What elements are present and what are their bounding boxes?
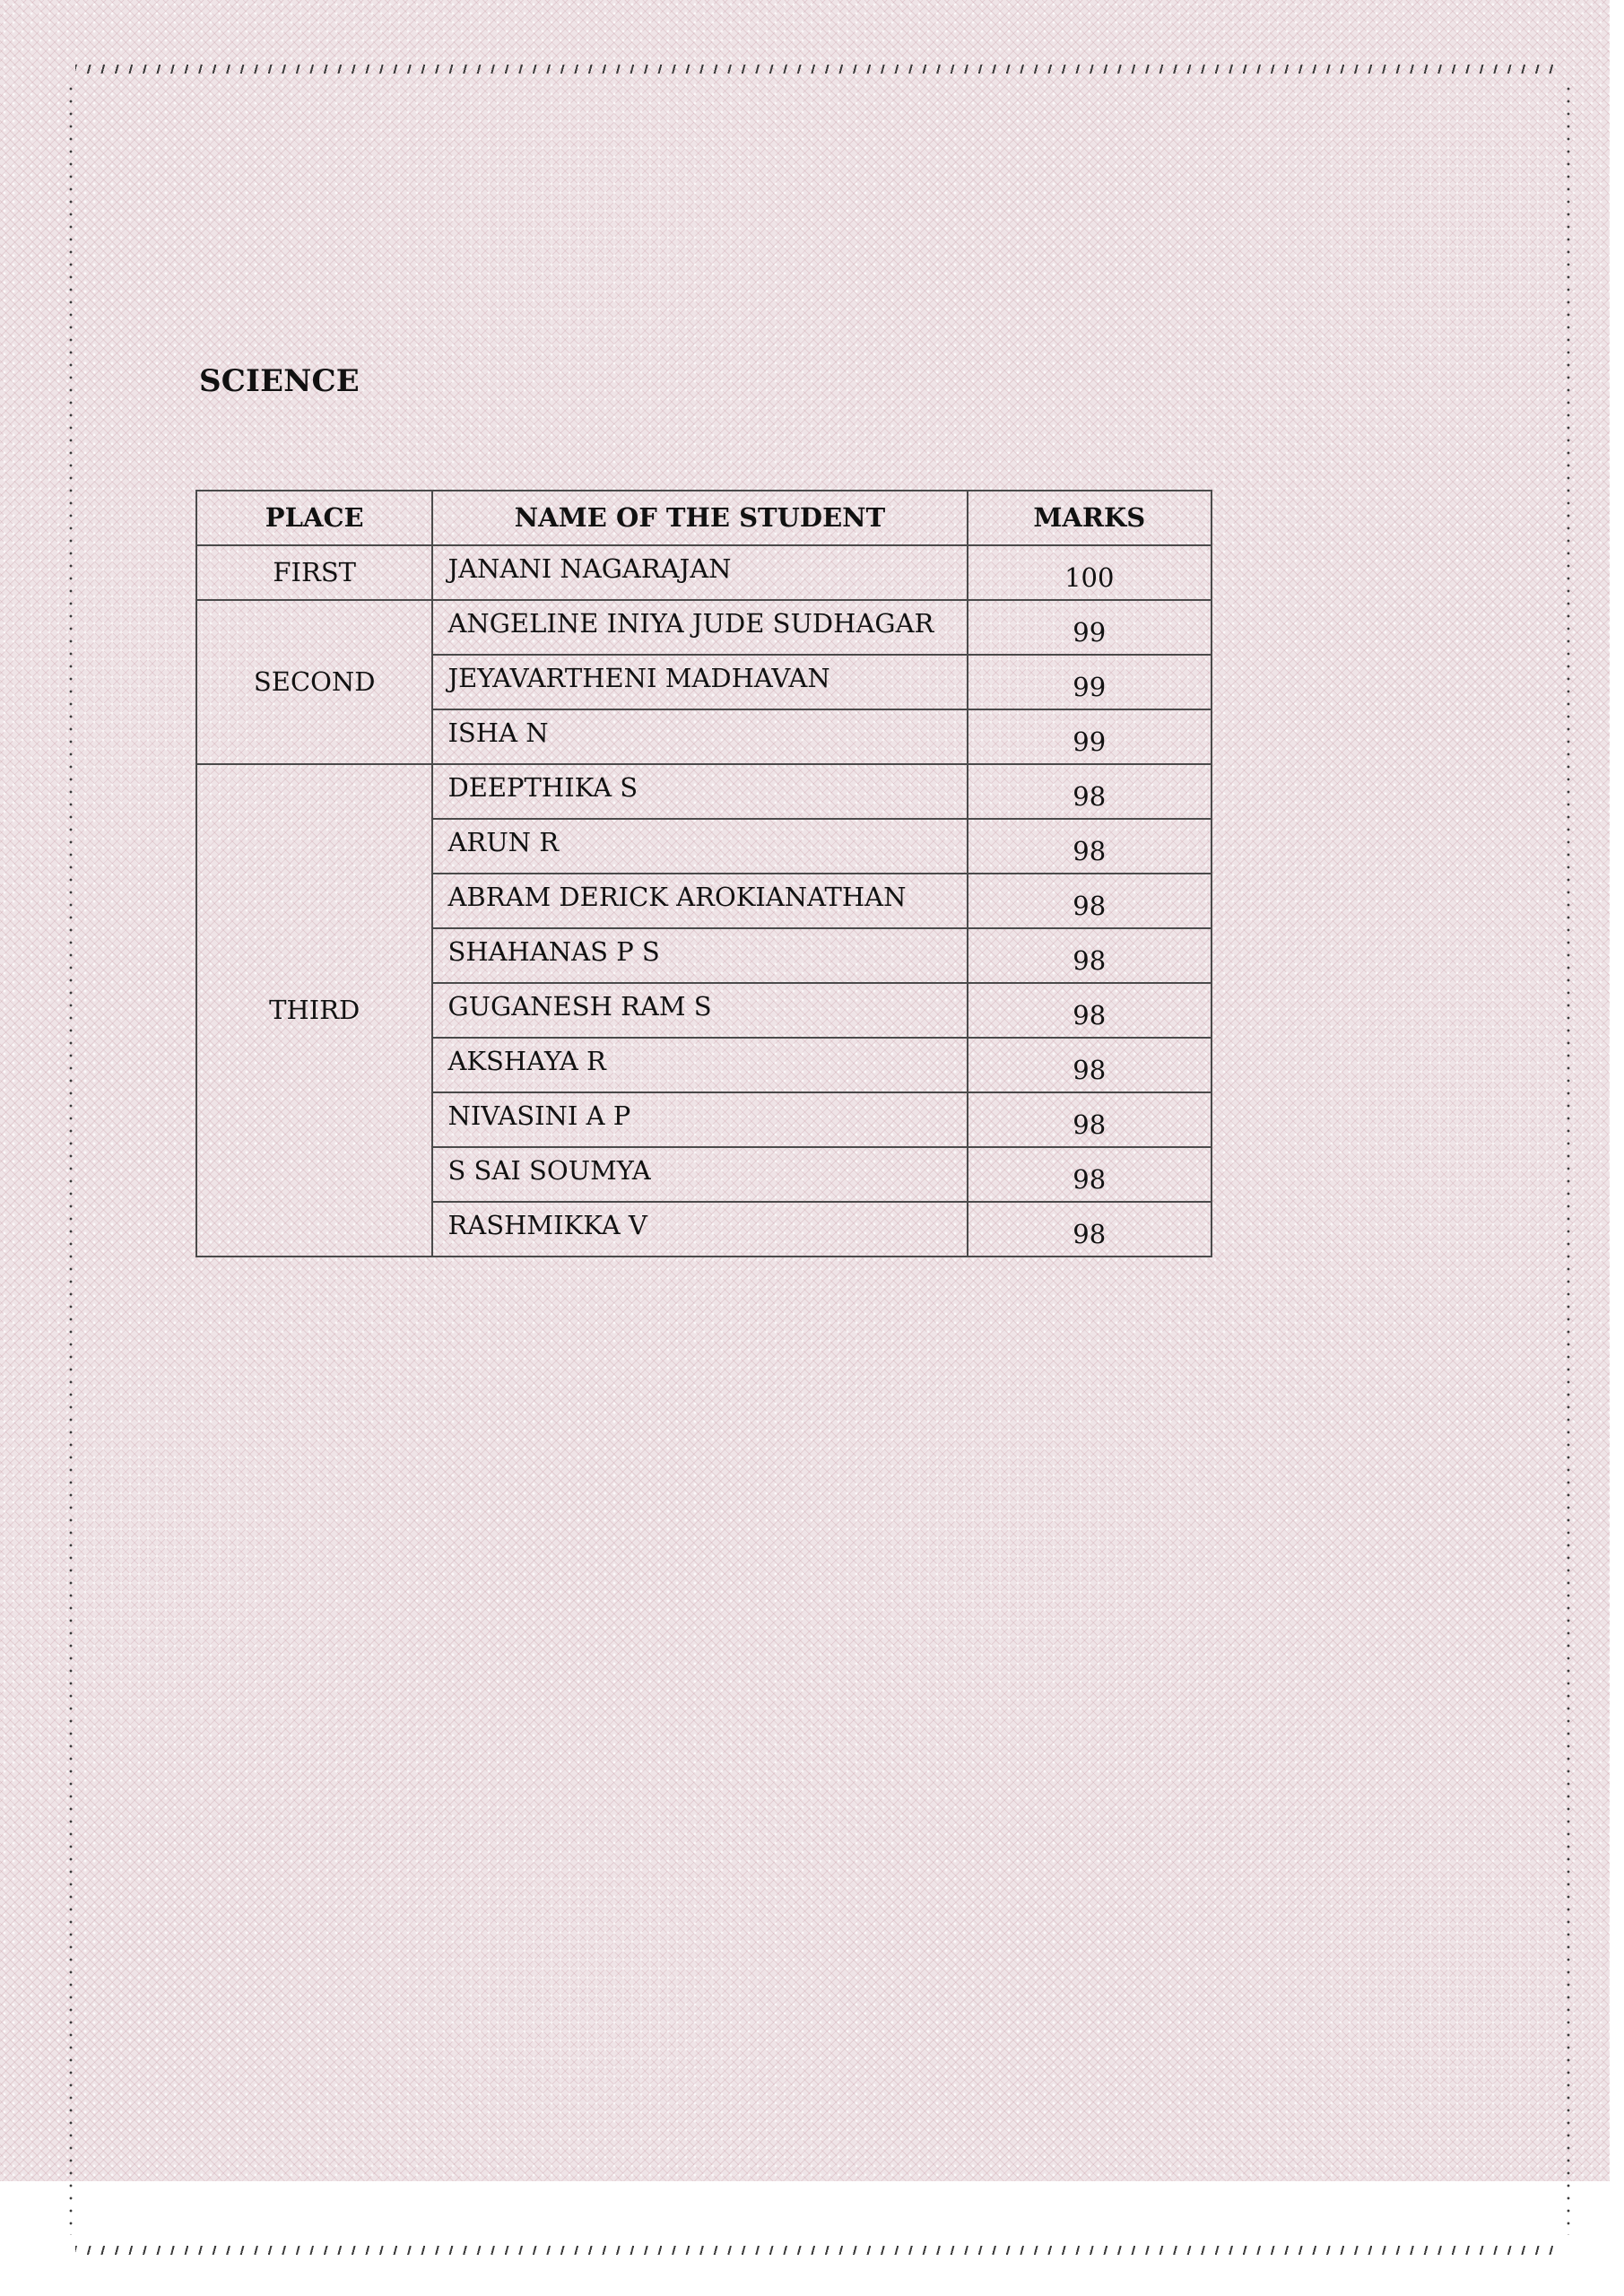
student-name-cell bbox=[432, 983, 967, 1038]
marks-cell bbox=[968, 1038, 1212, 1092]
student-name: RASHMIKKA V bbox=[447, 1210, 647, 1240]
student-name: DEEPTHIKA S bbox=[447, 772, 638, 803]
marks-value: 98 bbox=[1073, 1164, 1107, 1195]
results-table bbox=[195, 490, 1212, 1257]
student-name: SHAHANAS P S bbox=[447, 936, 660, 967]
marks-cell bbox=[968, 983, 1212, 1038]
header-marks: MARKS bbox=[968, 491, 1212, 545]
student-name-cell bbox=[432, 764, 967, 819]
marks-value: 99 bbox=[1073, 726, 1107, 757]
page-border-left bbox=[68, 83, 74, 2235]
marks-value: 98 bbox=[1073, 1055, 1107, 1085]
marks-value: 99 bbox=[1073, 617, 1107, 648]
place-cell: THIRD bbox=[196, 764, 432, 1257]
place-cell: SECOND bbox=[196, 600, 432, 764]
table-row bbox=[196, 764, 1211, 819]
header-place: PLACE bbox=[196, 491, 432, 545]
marks-value: 99 bbox=[1073, 672, 1107, 702]
marks-value: 98 bbox=[1073, 945, 1107, 976]
marks-cell bbox=[968, 1147, 1212, 1202]
student-name-cell bbox=[432, 655, 967, 709]
marks-cell bbox=[968, 709, 1212, 764]
marks-cell bbox=[968, 1092, 1212, 1147]
student-name: ABRAM DERICK AROKIANATHAN bbox=[447, 882, 907, 912]
page-border-top bbox=[75, 65, 1562, 74]
student-name: JANANI NAGARAJAN bbox=[447, 553, 732, 584]
student-name: ARUN R bbox=[447, 827, 560, 857]
student-name: ISHA N bbox=[447, 718, 549, 748]
results-body bbox=[196, 545, 1211, 1257]
place-cell: FIRST bbox=[196, 545, 432, 600]
page-border-bottom bbox=[75, 2246, 1562, 2255]
section-title: SCIENCE bbox=[199, 363, 360, 399]
marks-value: 100 bbox=[1064, 562, 1115, 593]
student-name-cell bbox=[432, 928, 967, 983]
marks-value: 98 bbox=[1073, 1000, 1107, 1031]
table-row bbox=[196, 545, 1211, 600]
marks-cell bbox=[968, 764, 1212, 819]
marks-value: 98 bbox=[1073, 891, 1107, 921]
student-name-cell bbox=[432, 1092, 967, 1147]
header-name: NAME OF THE STUDENT bbox=[432, 491, 967, 545]
student-name: NIVASINI A P bbox=[447, 1100, 631, 1131]
marks-cell bbox=[968, 600, 1212, 655]
page-border-right bbox=[1566, 83, 1571, 2235]
student-name-cell bbox=[432, 1038, 967, 1092]
student-name-cell bbox=[432, 819, 967, 874]
marks-cell bbox=[968, 819, 1212, 874]
student-name-cell bbox=[432, 874, 967, 928]
student-name-cell bbox=[432, 709, 967, 764]
marks-cell bbox=[968, 545, 1212, 600]
marks-value: 98 bbox=[1073, 1109, 1107, 1140]
student-name: S SAI SOUMYA bbox=[447, 1155, 651, 1186]
student-name: GUGANESH RAM S bbox=[447, 991, 712, 1022]
marks-value: 98 bbox=[1073, 1219, 1107, 1249]
marks-cell bbox=[968, 874, 1212, 928]
marks-cell bbox=[968, 1202, 1212, 1257]
marks-value: 98 bbox=[1073, 781, 1107, 812]
header-row bbox=[196, 491, 1211, 545]
student-name: AKSHAYA R bbox=[447, 1046, 606, 1076]
student-name-cell bbox=[432, 1202, 967, 1257]
student-name: ANGELINE INIYA JUDE SUDHAGAR bbox=[447, 608, 934, 639]
student-name-cell bbox=[432, 1147, 967, 1202]
marks-cell bbox=[968, 928, 1212, 983]
student-name: JEYAVARTHENI MADHAVAN bbox=[447, 663, 830, 693]
table-row bbox=[196, 600, 1211, 655]
marks-cell bbox=[968, 655, 1212, 709]
marks-value: 98 bbox=[1073, 836, 1107, 866]
student-name-cell bbox=[432, 600, 967, 655]
student-name-cell bbox=[432, 545, 967, 600]
